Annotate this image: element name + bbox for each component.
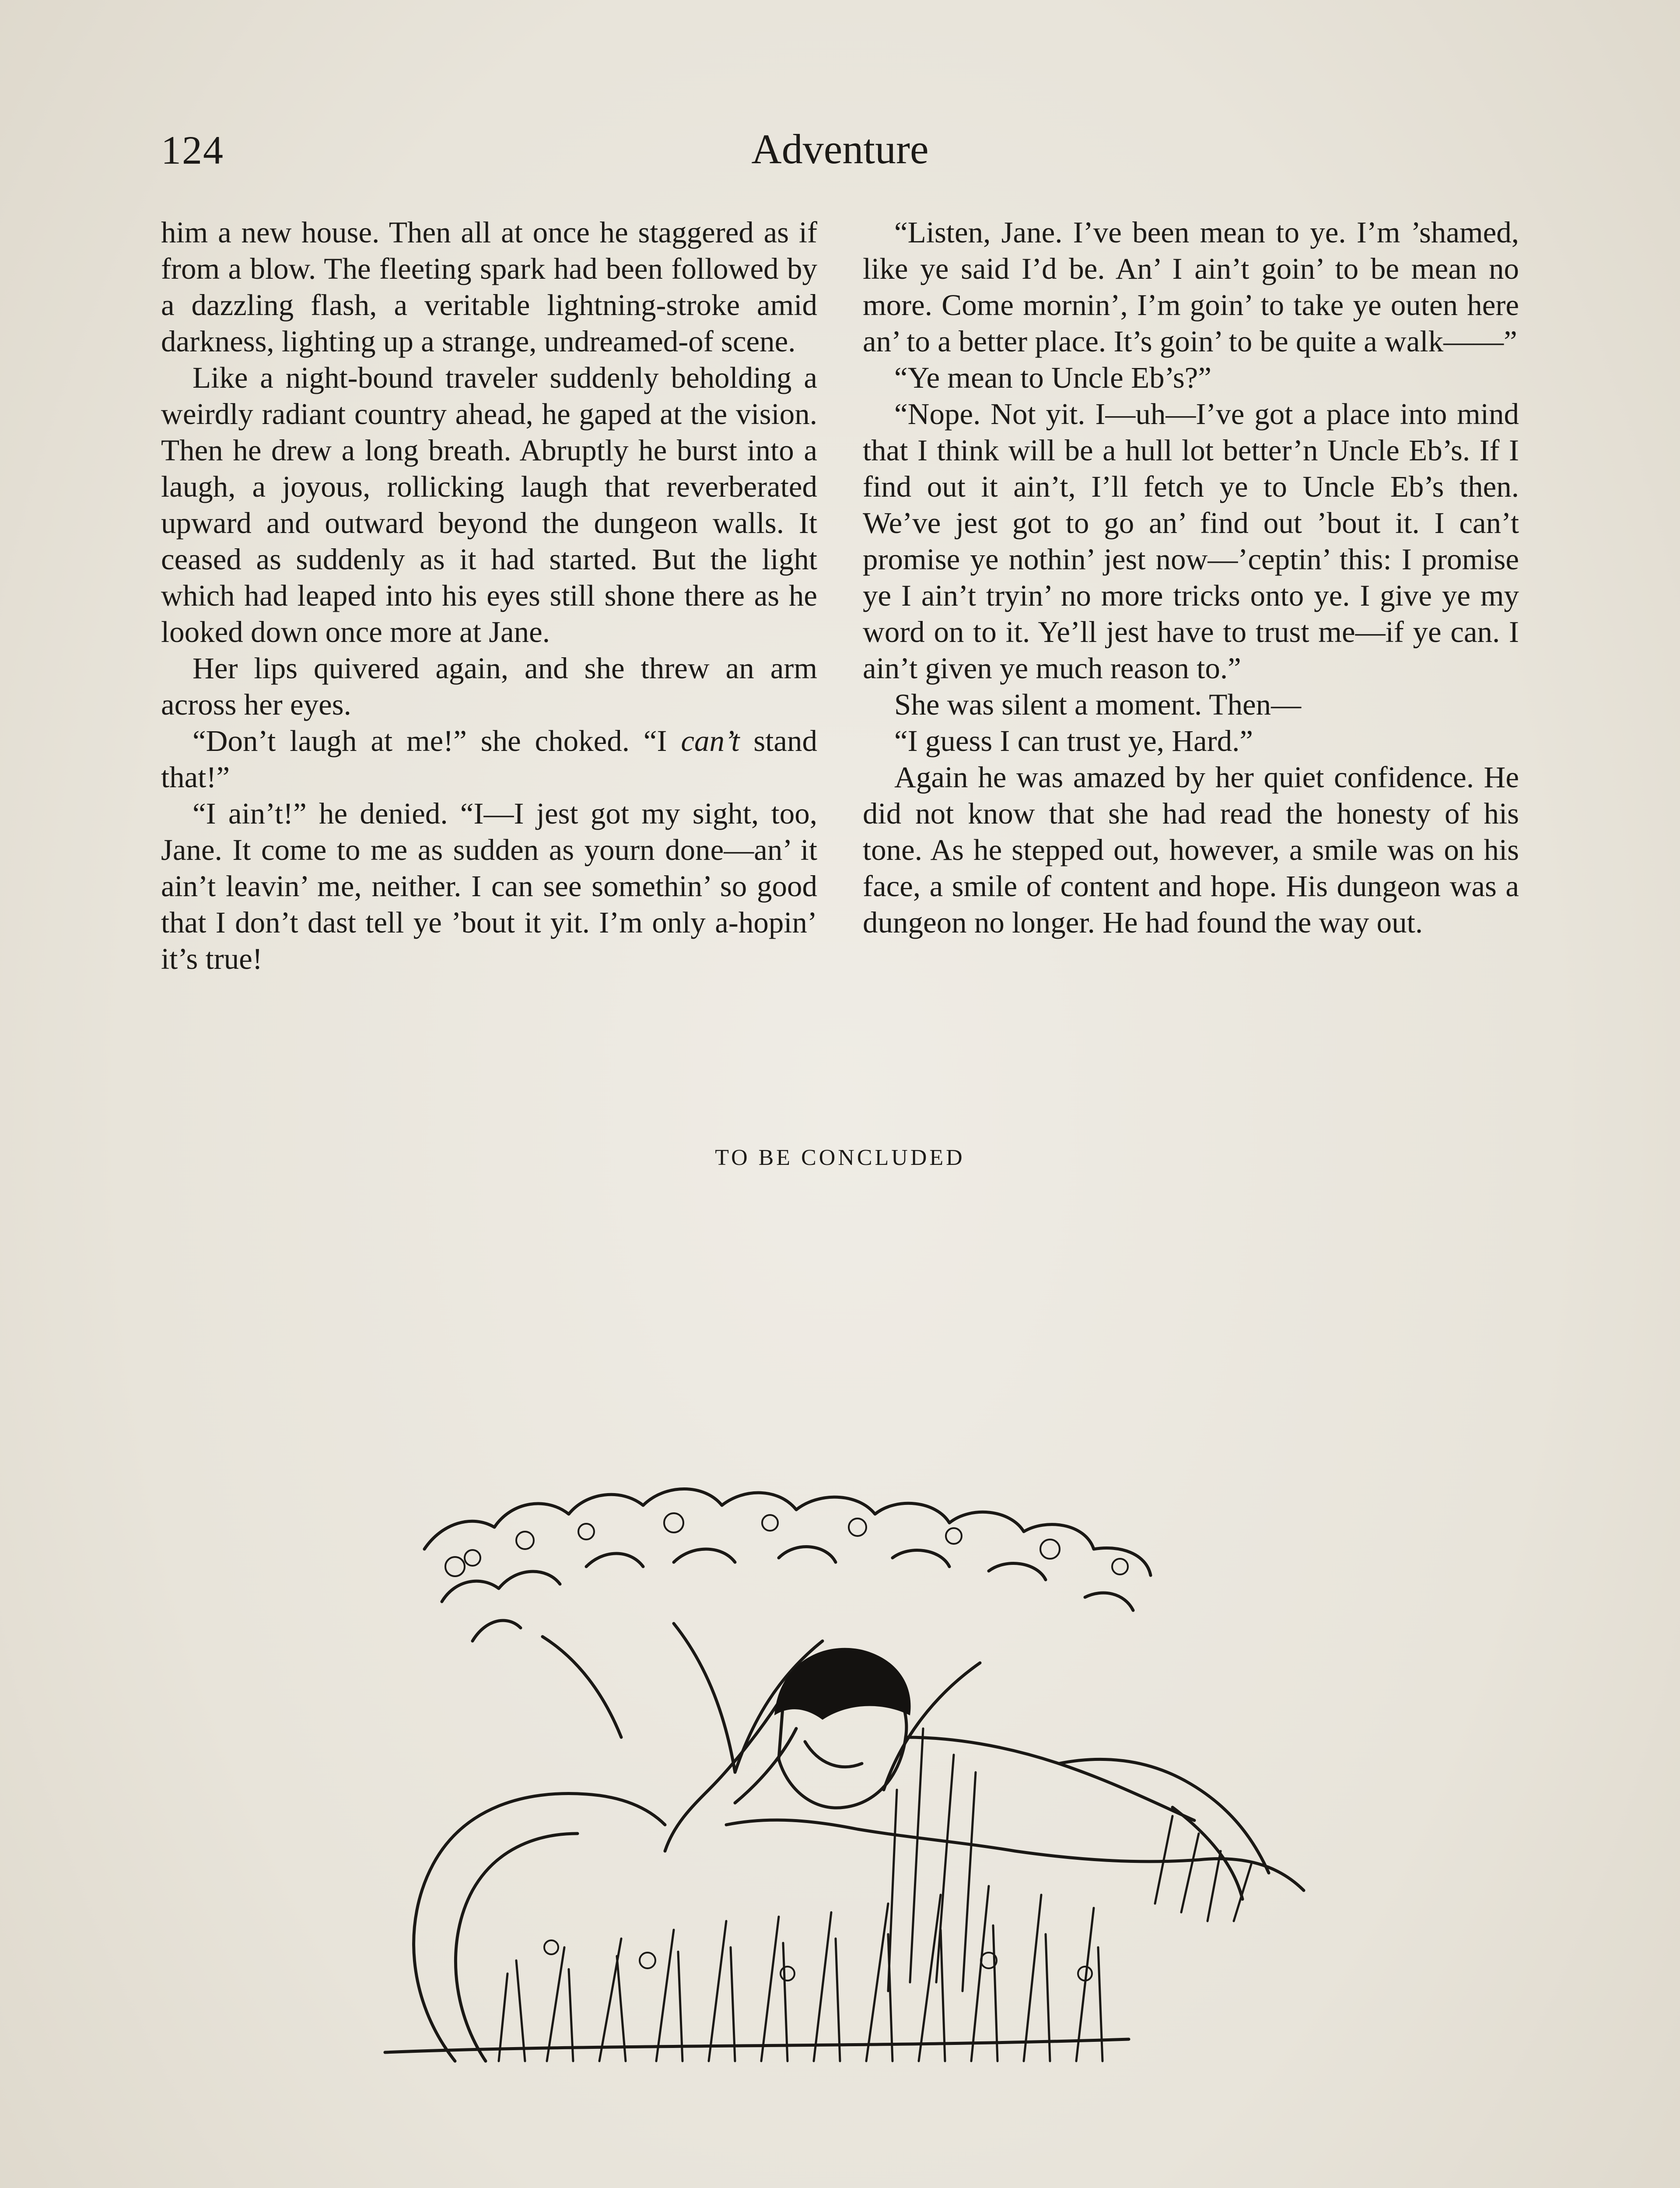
right-text-column — [863, 214, 1519, 941]
paragraph: Again he was amazed by her quiet confidence. He did not know that she had read the honesty of his tone. As he stepped out, however, a smile was on his face, a smile of content and hope. His dungeon was a dungeon no longer. He had found the way out. — [863, 761, 1519, 939]
paragraph-text: “Don’t laugh at me!” she choked. “I — [192, 724, 681, 757]
left-text-column — [161, 214, 817, 977]
paragraph: Like a night-bound traveler suddenly beholding a weirdly radiant country ahead, he gaped at the vision. Then he drew a long breath. Abruptly he burst into a laugh, a joyous, rollicking laugh that reverberated upward and outward beyond the dungeon walls. It ceased as suddenly as it had started. But the light which had leaped into his eyes still shone there as he looked down once more at Jane. — [161, 361, 817, 649]
running-head-title: Adventure — [751, 126, 929, 172]
paragraph-text: stand that!” — [161, 724, 817, 794]
paragraph: “Nope. Not yit. I—uh—I’ve got a place into mind that I think will be a hull lot better’n Uncle Eb’s. If I find out it ain’t, I’ll fetch ye to Uncle Eb’s then. We’ve jest got to go an’ find out ’bout it. I can’t promise ye nothin’ jest now—’ceptin’ this: I promise ye I ain’t tryin’ no more tricks onto ye. I give ye my word on to it. Ye’ll jest have to trust me—if ye can. I ain’t given ye much reason to.” — [863, 397, 1519, 685]
paragraph: “Ye mean to Uncle Eb’s?” — [894, 361, 1211, 394]
ink-illustration-man-in-grass — [341, 1457, 1409, 2070]
paragraph: Her lips quivered again, and she threw an arm across her eyes. — [161, 652, 817, 721]
paragraph: She was silent a moment. Then— — [894, 688, 1302, 721]
paragraph: him a new house. Then all at once he staggered as if from a blow. The fleeting spark had been followed by a dazzling flash, a veritable lightning-stroke amid darkness, lighting up a strange, undreamed-of scene. — [161, 216, 817, 358]
page-number: 124 — [161, 128, 224, 172]
paragraph — [161, 723, 817, 796]
to-be-concluded-note: TO BE CONCLUDED — [715, 1145, 965, 1170]
paragraph: “Listen, Jane. I’ve been mean to ye. I’m ’shamed, like ye said I’d be. An’ I ain’t goin’ to be mean no more. Come mornin’, I’m goin’ to take ye outen here an’ to a better place. It’s goin’ to be quite a walk——” — [863, 216, 1519, 358]
paragraph: “I ain’t!” he denied. “I—I jest got my sight, too, Jane. It come to me as sudden as yourn done—an’ it ain’t leavin’ me, neither. I can see somethin’ so good that I don’t dast tell ye ’bout it yit. I’m only a-hopin’ it’s true! — [161, 797, 817, 975]
paragraph: “I guess I can trust ye, Hard.” — [894, 724, 1253, 757]
italic-emphasis: can’t — [681, 724, 740, 757]
